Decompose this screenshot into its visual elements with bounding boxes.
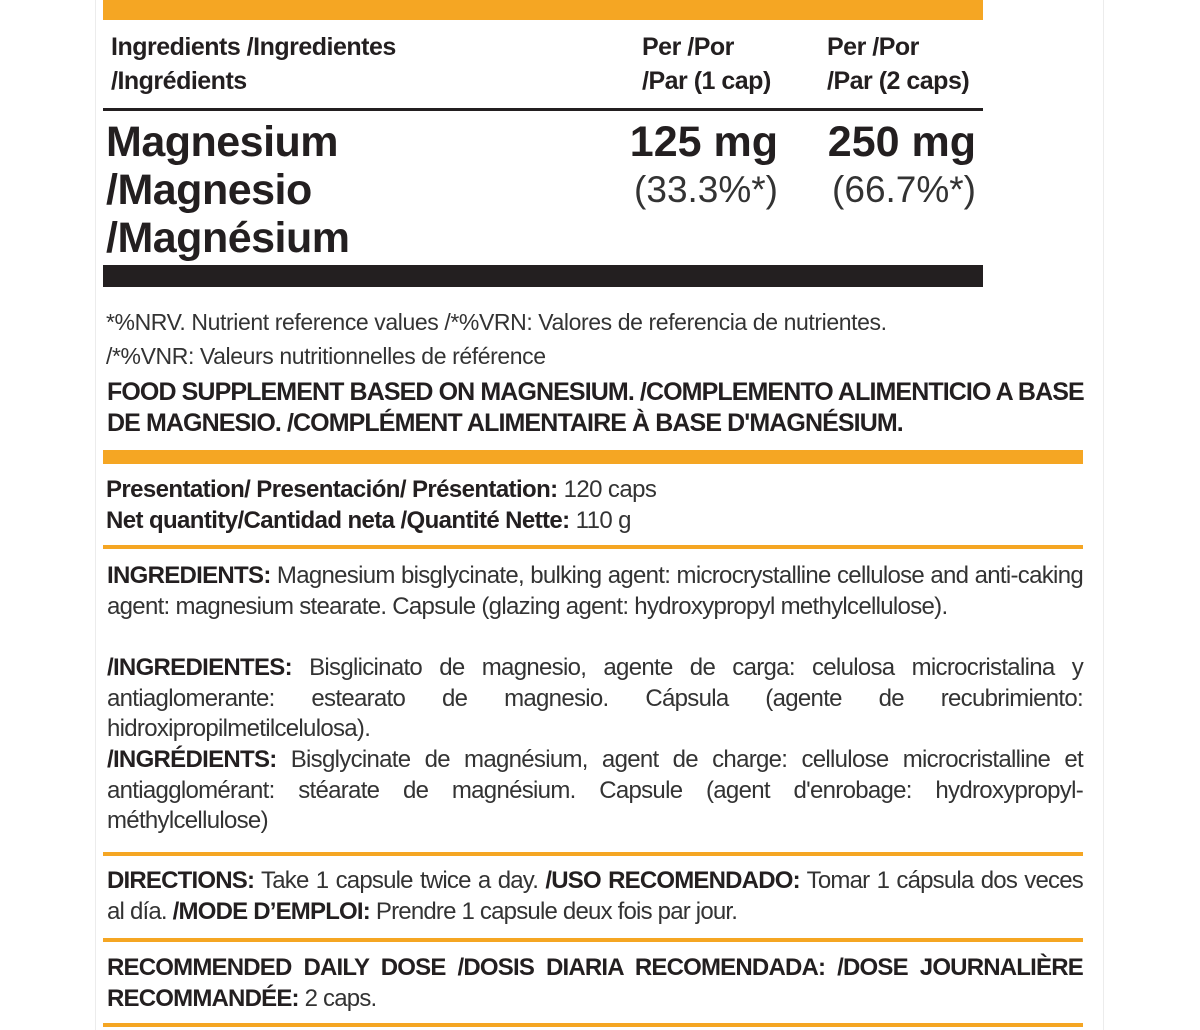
net-quantity-label: Net quantity/Cantidad neta /Quantité Nette: — [106, 507, 570, 534]
directions-en-text: Take 1 capsule twice a day. — [254, 867, 546, 894]
nrv-2-caps: (66.7%*) — [832, 169, 976, 210]
daily-dose-label: RECOMMENDED DAILY DOSE /DOSIS DIARIA RECOMENDADA: /DOSE JOURNALIÈRE RECOMMANDÉE: — [107, 954, 1083, 1012]
nrv-footnote-line1: *%NRV. Nutrient reference values /*%VRN: Valores de referencia de nutrientes. — [106, 309, 887, 335]
orange-divider-2 — [103, 545, 1083, 549]
ingredients-es — [107, 653, 1083, 745]
header-col2-line2: /Par (2 caps) — [827, 67, 970, 95]
directions-en-label: DIRECTIONS: — [107, 867, 255, 894]
daily-dose — [107, 953, 1083, 1014]
directions-es-text: Tomar 1 cápsula dos veces al día. — [107, 867, 1084, 925]
header-rule — [103, 108, 983, 111]
nrv-1-cap: (33.3%*) — [634, 169, 778, 210]
presentation-value: 120 caps — [557, 476, 657, 503]
header-col1-line2: /Par (1 cap) — [642, 67, 771, 95]
header-ingredients-label — [111, 30, 396, 98]
orange-divider-5 — [103, 1023, 1083, 1027]
directions — [107, 866, 1083, 927]
ingredients-es-label: /INGREDIENTES: — [107, 654, 292, 681]
header-ingredients-line2: /Ingrédients — [111, 67, 247, 95]
amount-1-cap: 125 mg — [629, 118, 778, 166]
frame-left-border — [95, 0, 96, 1030]
net-quantity-value: 110 g — [569, 507, 631, 534]
net-quantity-line — [106, 506, 631, 537]
header-col2-line1: Per /Por — [827, 33, 919, 61]
nrv-footnote-line2: /*%VNR: Valeurs nutritionnelles de référence — [106, 343, 546, 367]
header-ingredients-line1: Ingredients /Ingredientes — [111, 33, 396, 61]
nutrient-name-line3: /Magnésium — [106, 214, 350, 262]
ingredients-fr-text: Bisglycinate de magnésium, agent de charge: cellulose microcristalline et antiagglomérant: stéarate de magnésium. Capsule (agent d'enrobage: hydroxypropyl-méthylcellulose) — [107, 746, 1083, 834]
orange-divider-1 — [103, 450, 1083, 464]
orange-divider-3 — [103, 852, 1083, 856]
header-per-2-caps — [827, 30, 969, 98]
top-accent-bar — [103, 0, 983, 20]
frame-right-border — [1103, 0, 1104, 1030]
directions-fr-label: /MODE D’EMPLOI: — [172, 897, 370, 925]
directions-fr-text: Prendre 1 capsule deux fois par jour. — [370, 897, 738, 925]
supplement-statement-line1: FOOD SUPPLEMENT BASED ON MAGNESIUM. /COMPLEMENTO ALIMENTICIO A BASE — [107, 378, 1084, 406]
daily-dose-value: 2 caps. — [298, 984, 377, 1012]
ingredients-en-label: INGREDIENTS: — [107, 562, 271, 589]
header-col1-line1: Per /Por — [642, 33, 734, 61]
orange-divider-4 — [103, 938, 1083, 942]
table-bottom-rule — [103, 265, 983, 287]
ingredients-fr — [107, 745, 1083, 837]
nutrient-name-magnesium — [106, 118, 350, 262]
supplement-statement-line2: DE MAGNESIO. /COMPLÉMENT ALIMENTAIRE À BASE D'MAGNÉSIUM. — [107, 409, 903, 437]
amount-2-caps: 250 mg — [827, 118, 976, 166]
directions-es-label: /USO RECOMENDADO: — [545, 867, 800, 894]
ingredients-fr-label: /INGRÉDIENTS: — [107, 746, 277, 773]
header-per-1-cap — [642, 30, 771, 98]
presentation-line — [106, 475, 656, 506]
presentation-label: Presentation/ Presentación/ Présentation: — [106, 476, 558, 503]
nutrient-name-line1: Magnesium — [106, 118, 339, 166]
ingredients-es-text: Bisglicinato de magnesio, agente de carga: celulosa microcristalina y antiaglomerante: estearato de magnesio. Cápsula (agente de recubrimiento: hidroxipropilmetilcelulosa). — [107, 654, 1083, 742]
nutrient-name-line2: /Magnesio — [106, 166, 312, 214]
ingredients-en-text: Magnesium bisglycinate, bulking agent: microcrystalline cellulose and anti-caking agent: magnesium stearate. Capsule (glazing agent: hydroxypropyl methylcellulose). — [107, 562, 1083, 620]
ingredients-en — [107, 561, 1083, 622]
